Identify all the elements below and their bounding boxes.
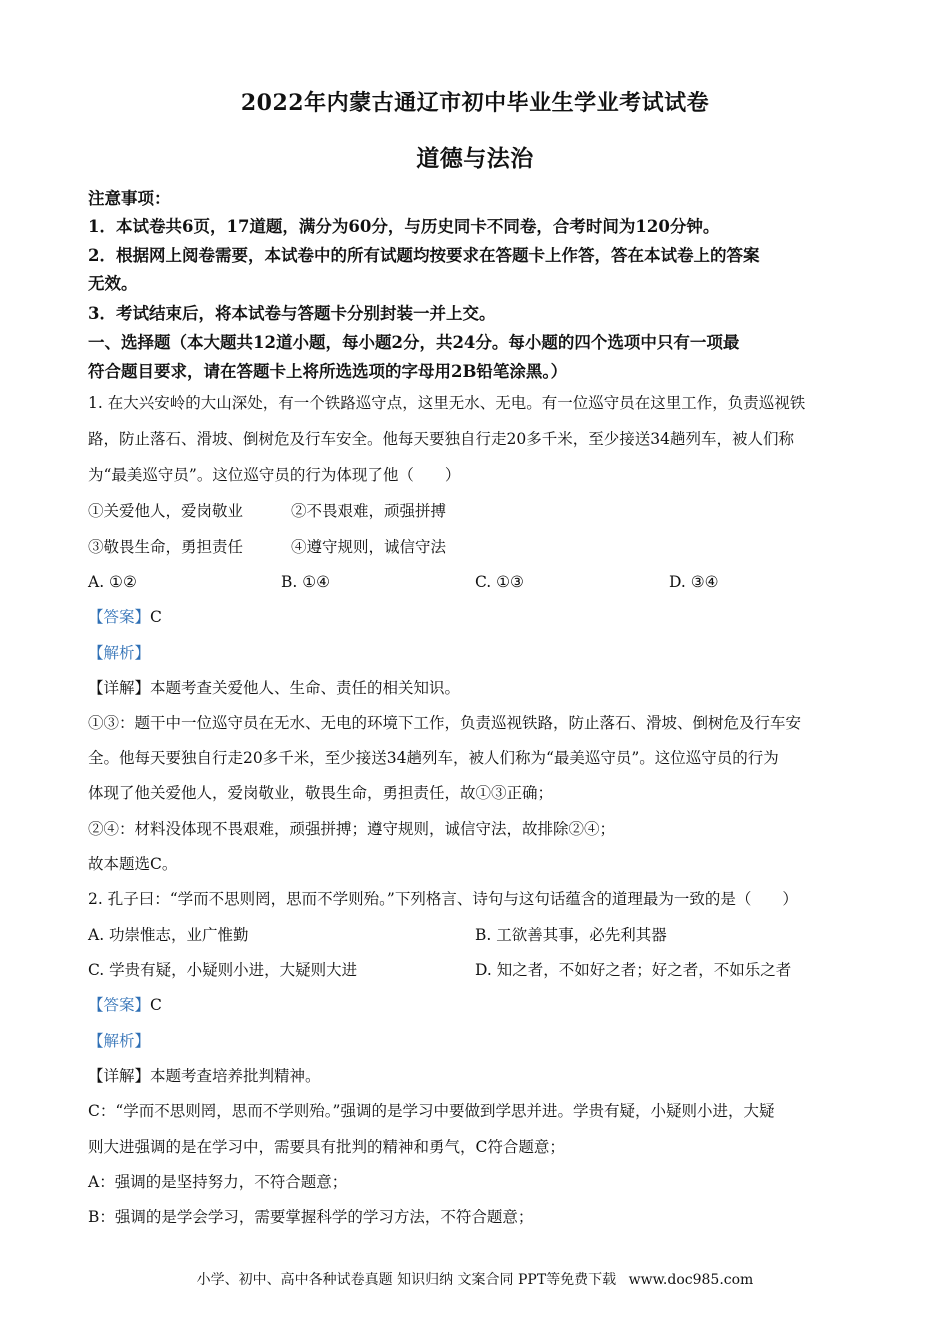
notice-heading: 注意事项： <box>88 189 171 208</box>
q1-stem-line-1: 1. 在大兴安岭的大山深处，有一个铁路巡守点，这里无水、无电。有一位巡守员在这里工作，负责巡视铁 <box>88 394 806 412</box>
q2-detail <box>88 1065 868 1087</box>
q2-explanation-line-2: 则大进强调的是在学习中，需要具有批判的精神和勇气，C符合题意； <box>88 1138 565 1156</box>
q1-explanation-line-3: 体现了他关爱他人，爱岗敬业，敬畏生命，勇担责任，故①③正确； <box>88 784 554 802</box>
notice-item-2-line-1: 2．根据网上阅卷需要，本试卷中的所有试题均按要求在答题卡上作答，答在本试卷上的答案 <box>88 246 760 265</box>
detail-text: 本题考查培养批判精神。 <box>150 1067 321 1085</box>
detail-text: 本题考查关爱他人、生命、责任的相关知识。 <box>150 679 461 697</box>
q2-explanation-line-3: A：强调的是坚持努力，不符合题意； <box>88 1173 348 1191</box>
q1-answer <box>88 606 868 628</box>
exam-title: 2022年内蒙古通辽市初中毕业生学业考试试卷 <box>240 90 710 116</box>
subject-title: 道德与法治 <box>416 145 534 172</box>
q1-statement-1: ①关爱他人，爱岗敬业 <box>88 502 244 520</box>
q1-detail <box>88 677 868 699</box>
section-1-heading-line-2: 符合题目要求，请在答题卡上将所选选项的字母用2B铅笔涂黑。） <box>88 362 568 381</box>
notice-item-3: 3．考试结束后，将本试卷与答题卡分别封装一并上交。 <box>88 304 496 323</box>
q2-option-d: D. 知之者，不如好之者；好之者，不如乐之者 <box>475 961 792 979</box>
q2-option-a: A. 功崇惟志，业广惟勤 <box>88 926 249 944</box>
q2-answer <box>88 994 868 1016</box>
q1-explanation-line-5: 故本题选C。 <box>88 855 178 873</box>
notice-item-1: 1．本试卷共6页，17道题，满分为60分，与历史同卡不同卷，合考时间为120分钟。 <box>88 217 720 236</box>
footer-text: 小学、初中、高中各种试卷真题 知识归纳 文案合同 PPT等免费下载 <box>196 1272 617 1288</box>
q1-statement-3: ③敬畏生命，勇担责任 <box>88 538 244 556</box>
q1-option-a: A. ①② <box>88 573 137 591</box>
q2-option-b: B. 工欲善其事，必先利其器 <box>475 926 667 944</box>
q2-option-c: C. 学贵有疑，小疑则小进，大疑则大进 <box>88 961 358 979</box>
q1-analysis-tag: 【解析】 <box>88 644 151 662</box>
q1-statement-2: ②不畏艰难，顽强拼搏 <box>291 502 447 520</box>
q1-explanation-line-2: 全。他每天要独自行走20多千米，至少接送34趟列车，被人们称为“最美巡守员”。这位巡守员的行为 <box>88 749 779 767</box>
answer-tag: 【答案】 <box>88 996 151 1014</box>
footer-url[interactable]: www.doc985.com <box>628 1272 754 1288</box>
q1-explanation-line-4: ②④：材料没体现不畏艰难，顽强拼搏；遵守规则，诚信守法，故排除②④； <box>88 820 616 838</box>
q1-statement-4: ④遵守规则，诚信守法 <box>291 538 447 556</box>
q1-option-d: D. ③④ <box>669 573 719 591</box>
section-1-heading-line-1: 一、选择题（本大题共12道小题，每小题2分，共24分。每小题的四个选项中只有一项最 <box>88 333 740 352</box>
q1-option-b: B. ①④ <box>281 573 331 591</box>
q1-option-c: C. ①③ <box>475 573 524 591</box>
detail-tag: 【详解】 <box>88 1067 151 1085</box>
q2-explanation-line-4: B：强调的是学会学习，需要掌握科学的学习方法，不符合题意； <box>88 1208 534 1226</box>
detail-tag: 【详解】 <box>88 679 151 697</box>
q1-explanation-line-1: ①③：题干中一位巡守员在无水、无电的环境下工作，负责巡视铁路，防止落石、滑坡、倒树危及行车安 <box>88 714 802 732</box>
answer-value: C <box>150 608 162 626</box>
q2-explanation-line-1: C：“学而不思则罔，思而不学则殆。”强调的是学习中要做到学思并进。学贵有疑，小疑则小进，大疑 <box>88 1102 775 1120</box>
page-footer <box>0 1269 950 1289</box>
answer-tag: 【答案】 <box>88 608 151 626</box>
q2-analysis-tag: 【解析】 <box>88 1032 151 1050</box>
notice-item-2-line-2: 无效。 <box>88 274 138 293</box>
q2-stem: 2. 孔子曰：“学而不思则罔，思而不学则殆。”下列格言、诗句与这句话蕴含的道理最为一致的是（ ） <box>88 890 798 908</box>
q1-stem-line-3: 为“最美巡守员”。这位巡守员的行为体现了他（ ） <box>88 466 461 484</box>
answer-value: C <box>150 996 162 1014</box>
q1-stem-line-2: 路，防止落石、滑坡、倒树危及行车安全。他每天要独自行走20多千米，至少接送34趟列车，被人们称 <box>88 430 794 448</box>
